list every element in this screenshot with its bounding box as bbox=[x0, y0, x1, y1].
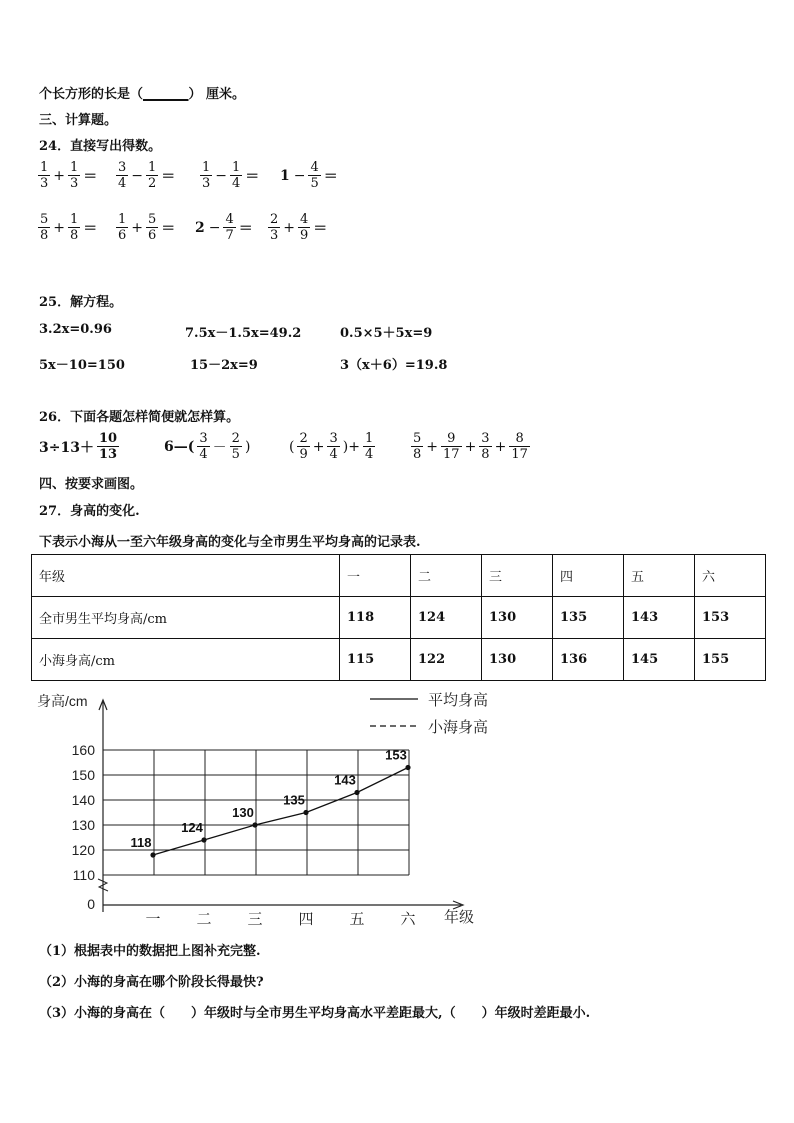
q27-sub1: （1）根据表中的数据把上图补充完整. bbox=[39, 944, 261, 959]
y-tick-label: 120 bbox=[71, 842, 95, 858]
data-label: 153 bbox=[385, 747, 407, 763]
data-point bbox=[252, 822, 257, 827]
table-cell: 135 bbox=[553, 597, 624, 639]
q26-expr-2: 6—( $\frac{3}{4}$ － $\frac{2}{5}$ ) bbox=[164, 431, 251, 462]
q26-title: 26．下面各题怎样简便就怎样算。 bbox=[39, 410, 240, 425]
table-cell: 153 bbox=[695, 597, 766, 639]
q26-expr-3: ( $\frac{2}{9}$ + $\frac{3}{4}$ )+ $\frac{1}{4}$ bbox=[289, 431, 374, 462]
top-line: 个长方形的长是（_______） 厘米。 bbox=[39, 87, 246, 102]
x-tick-label: 一 bbox=[145, 911, 161, 928]
height-record-table bbox=[31, 554, 766, 681]
table-cell: 年级 bbox=[32, 555, 340, 597]
data-label: 130 bbox=[232, 805, 254, 820]
y-tick-label: 130 bbox=[71, 817, 95, 833]
y-tick-label: 0 bbox=[87, 896, 95, 912]
y-tick-label: 160 bbox=[71, 742, 95, 758]
q26-expr-4: $\frac{5}{8}$ + $\frac{9}{17}$ + $\frac{3}{8}$ + $\frac{8}{17}$ bbox=[413, 431, 528, 462]
table-row bbox=[32, 639, 766, 681]
data-point bbox=[303, 810, 308, 815]
x-tick-label: 二 bbox=[196, 911, 212, 928]
table-cell: 小海身高/cm bbox=[32, 639, 340, 681]
table-row bbox=[32, 555, 766, 597]
data-label: 143 bbox=[334, 772, 356, 788]
x-tick-label: 五 bbox=[349, 911, 365, 928]
x-tick-label: 四 bbox=[298, 911, 314, 928]
table-cell: 122 bbox=[411, 639, 482, 681]
q24-item: $\frac{1}{3}$ + $\frac{1}{3}$ ＝ bbox=[40, 160, 98, 191]
table-cell: 130 bbox=[482, 639, 553, 681]
data-point bbox=[405, 765, 410, 770]
legend-label-average: 平均身高 bbox=[428, 692, 489, 709]
x-tick-label: 三 bbox=[247, 911, 263, 928]
q26-expr-1: 3÷13＋ $\frac{10}{13}$ bbox=[39, 431, 118, 462]
equation: 3.2x=0.96 bbox=[39, 322, 112, 337]
table-cell: 118 bbox=[340, 597, 411, 639]
equation: 0.5×5＋5x=9 bbox=[340, 326, 433, 341]
y-tick-label: 110 bbox=[72, 867, 95, 883]
q25-title: 25．解方程。 bbox=[39, 295, 123, 310]
y-tick-label: 140 bbox=[71, 792, 95, 808]
data-label: 124 bbox=[181, 820, 203, 835]
chart-ylabel: 身高/cm bbox=[37, 693, 88, 709]
q27-title: 27．身高的变化. bbox=[39, 504, 140, 519]
table-cell: 115 bbox=[340, 639, 411, 681]
y-tick-label: 150 bbox=[71, 767, 95, 783]
q24-item: 2 − $\frac{4}{7}$ ＝ bbox=[195, 212, 253, 243]
q24-item: $\frac{1}{6}$ + $\frac{5}{6}$ ＝ bbox=[118, 212, 176, 243]
x-tick-label: 六 bbox=[400, 911, 416, 928]
table-cell: 五 bbox=[624, 555, 695, 597]
section4-heading: 四、按要求画图。 bbox=[39, 477, 144, 492]
q24-item: $\frac{5}{8}$ + $\frac{1}{8}$ ＝ bbox=[40, 212, 98, 243]
q24-title: 24．直接写出得数。 bbox=[39, 139, 162, 154]
equation: 5x－10=150 bbox=[39, 358, 125, 373]
table-cell: 三 bbox=[482, 555, 553, 597]
data-point bbox=[150, 852, 155, 857]
table-cell: 145 bbox=[624, 639, 695, 681]
data-point bbox=[354, 790, 359, 795]
axis-break-icon bbox=[98, 879, 108, 891]
data-label: 135 bbox=[283, 792, 305, 808]
table-cell: 136 bbox=[553, 639, 624, 681]
equation: 7.5x－1.5x=49.2 bbox=[185, 326, 302, 341]
section3-heading: 三、计算题。 bbox=[39, 113, 118, 128]
table-cell: 四 bbox=[553, 555, 624, 597]
table-cell: 六 bbox=[695, 555, 766, 597]
table-cell: 二 bbox=[411, 555, 482, 597]
series-line bbox=[153, 768, 408, 856]
q27-sub2: （2）小海的身高在哪个阶段长得最快? bbox=[39, 975, 264, 990]
table-row bbox=[32, 597, 766, 639]
q24-item: $\frac{1}{3}$ − $\frac{1}{4}$ ＝ bbox=[202, 160, 260, 191]
equation: 3（x＋6）=19.8 bbox=[340, 358, 448, 373]
legend-label-xiaohai: 小海身高 bbox=[428, 719, 489, 736]
table-cell: 130 bbox=[482, 597, 553, 639]
height-line-chart bbox=[0, 680, 794, 930]
q27-intro: 下表示小海从一至六年级身高的变化与全市男生平均身高的记录表. bbox=[39, 535, 421, 550]
q27-sub3: （3）小海的身高在（ ）年级时与全市男生平均身高水平差距最大,（ ）年级时差距最小. bbox=[39, 1006, 591, 1021]
q24-item: $\frac{3}{4}$ − $\frac{1}{2}$ ＝ bbox=[118, 160, 176, 191]
table-cell: 124 bbox=[411, 597, 482, 639]
q24-item: $\frac{2}{3}$ + $\frac{4}{9}$ ＝ bbox=[270, 212, 328, 243]
chart-xlabel: 年级 bbox=[444, 909, 475, 926]
q24-item: 1 − $\frac{4}{5}$ ＝ bbox=[280, 160, 338, 191]
data-label: 118 bbox=[130, 835, 152, 850]
table-cell: 155 bbox=[695, 639, 766, 681]
table-cell: 一 bbox=[340, 555, 411, 597]
table-cell: 全市男生平均身高/cm bbox=[32, 597, 340, 639]
equation: 15－2x=9 bbox=[190, 358, 258, 373]
table-cell: 143 bbox=[624, 597, 695, 639]
data-point bbox=[201, 837, 206, 842]
